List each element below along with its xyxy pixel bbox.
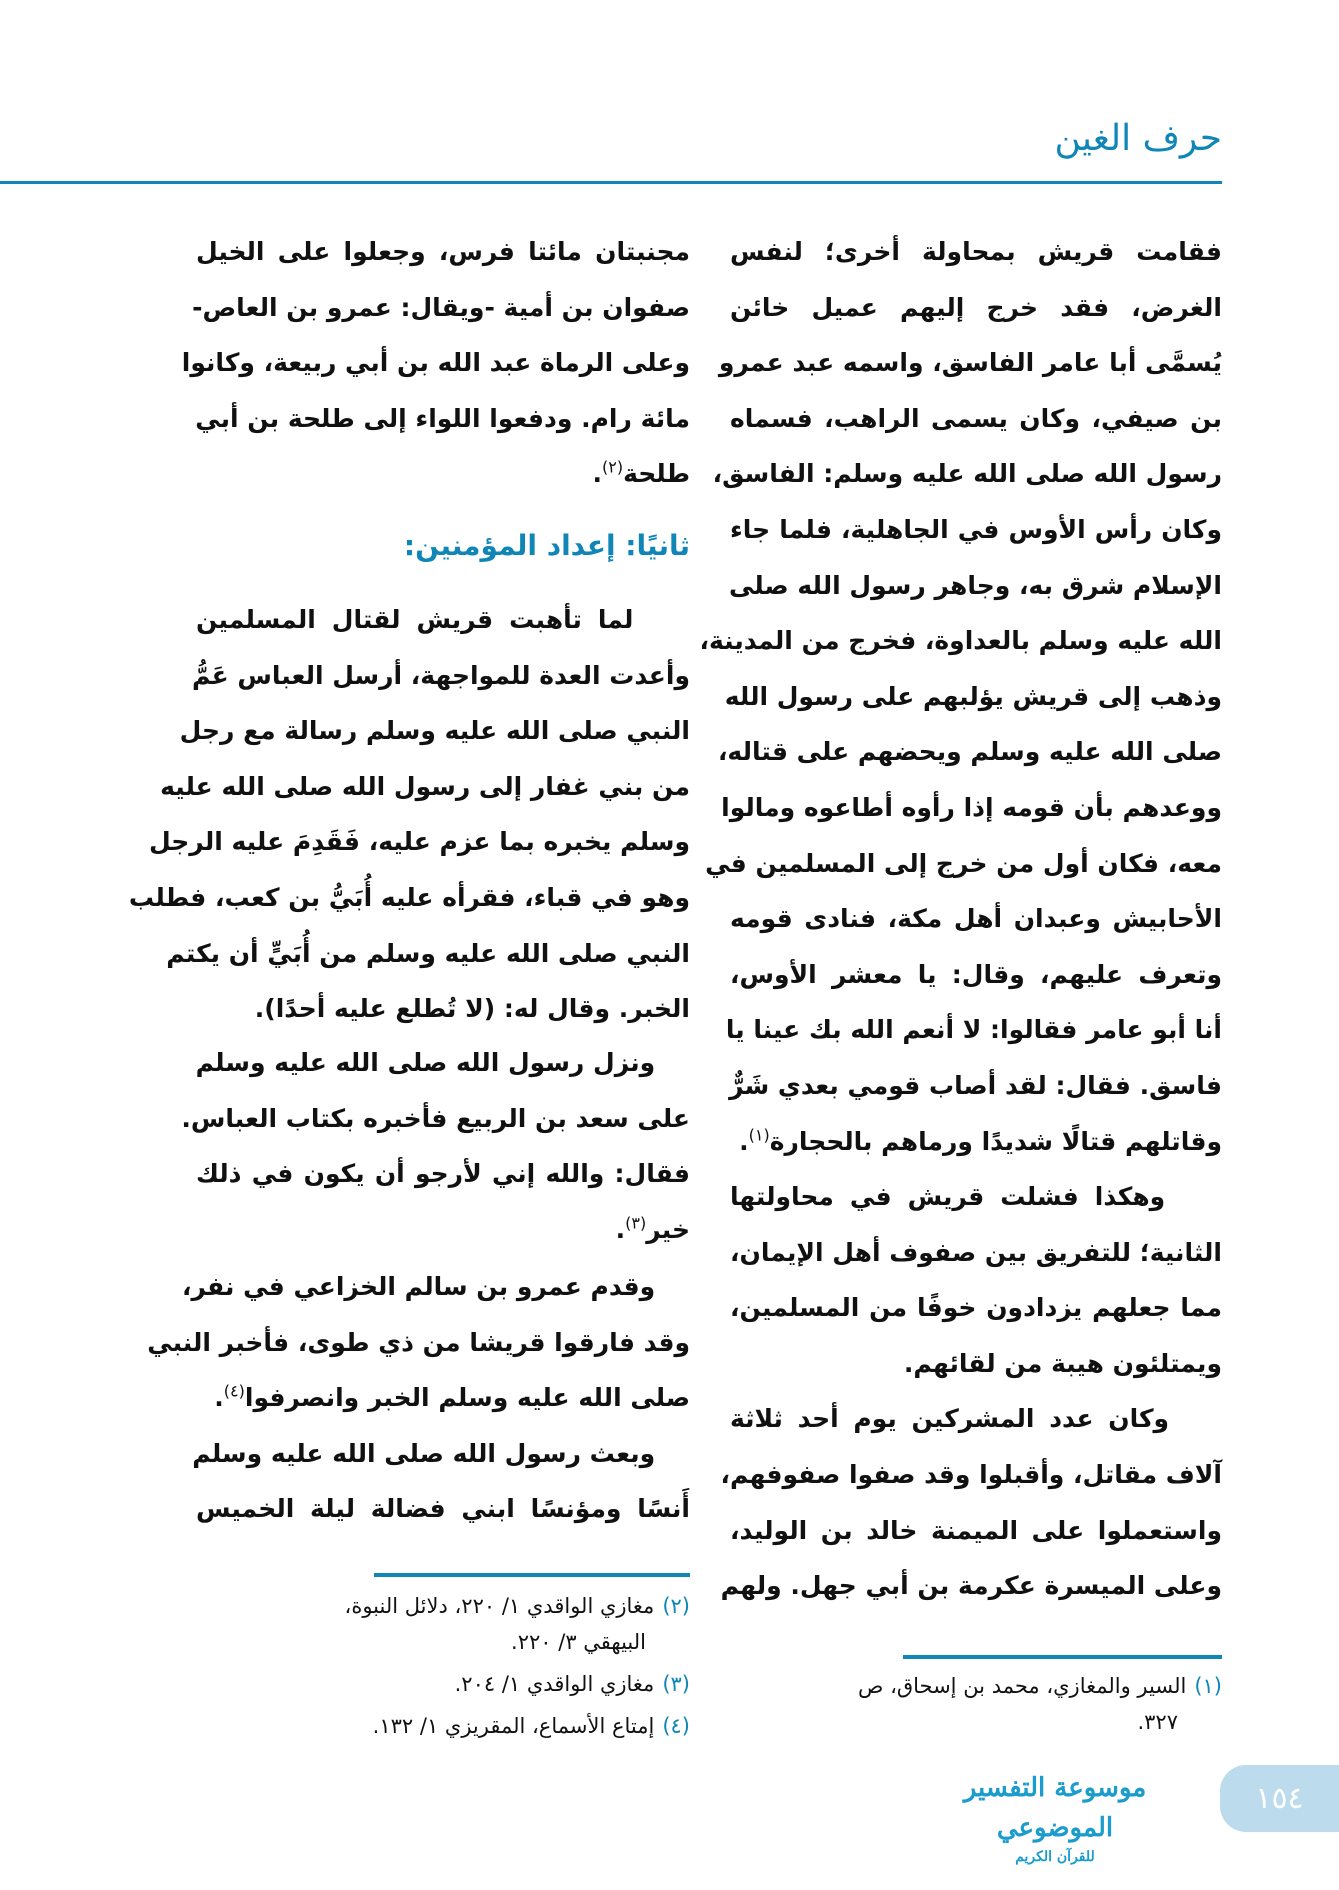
text-line bbox=[712, 446, 1222, 502]
footnote-number: (٣) bbox=[662, 1672, 690, 1696]
text-line bbox=[720, 1447, 1222, 1503]
footnote-reference: (١) bbox=[748, 1125, 770, 1145]
header-rule bbox=[0, 181, 1222, 184]
footnote-text: مغازي الواقدي ١/ ٢٢٠، دلائل النبوة، bbox=[344, 1594, 655, 1618]
text-line bbox=[148, 814, 690, 870]
text-line bbox=[160, 759, 690, 815]
line-text: أَنسًا ومؤنسًا ابني فضالة ليلة الخميس bbox=[196, 1494, 690, 1524]
text-line bbox=[181, 1091, 690, 1147]
line-text: النبي صلى الله عليه وسلم من أُبَيٍّ أن يكتم bbox=[166, 938, 690, 968]
text-line bbox=[196, 1481, 690, 1537]
text-line bbox=[192, 280, 690, 336]
text-line bbox=[730, 558, 1222, 614]
text-line bbox=[196, 224, 690, 280]
line-text: أنا أبو عامر فقالوا: لا أنعم الله بك عينا يا bbox=[725, 1015, 1222, 1045]
text-line bbox=[191, 648, 690, 704]
line-text: الخبر. وقال له: (لا تُطلع عليه أحدًا). bbox=[254, 994, 690, 1024]
footnote-text: إمتاع الأسماع، المقريزي ١/ ١٣٢. bbox=[372, 1714, 655, 1738]
line-text: وكان عدد المشركين يوم أحد ثلاثة bbox=[730, 1404, 1222, 1434]
footnote-rule bbox=[374, 1573, 690, 1577]
text-line bbox=[147, 1315, 690, 1371]
line-text: بن صيفي، وكان يسمى الراهب، فسماه bbox=[730, 403, 1222, 433]
line-text: وهكذا فشلت قريش في محاولتها bbox=[730, 1182, 1222, 1212]
text-line bbox=[196, 446, 690, 502]
footnote-text: السير والمغازي، محمد بن إسحاق، ص bbox=[858, 1674, 1187, 1698]
left-text-3 bbox=[181, 1035, 690, 1257]
line-text: وقد فارقوا قريشا من ذي طوى، فأخبر النبي bbox=[147, 1327, 690, 1357]
page-number: ١٥٤ bbox=[1255, 1781, 1304, 1816]
footnote-3 bbox=[196, 1666, 690, 1702]
footnote-number: (١) bbox=[1194, 1674, 1222, 1698]
footnote-text-cont: البيهقي ٣/ ٢٢٠. bbox=[511, 1630, 646, 1654]
footnote-1 bbox=[730, 1668, 1222, 1740]
text-line bbox=[730, 1391, 1222, 1447]
line-text: النبي صلى الله عليه وسلم رسالة مع رجل bbox=[179, 716, 690, 746]
line-text: على سعد بن الربيع فأخبره بكتاب العباس. bbox=[181, 1103, 690, 1133]
text-line bbox=[724, 669, 1222, 725]
footnote-reference: (٢) bbox=[601, 458, 624, 478]
line-text: وهو في قباء، فقرأه عليه أُبَيُّ بن كعب، فطلب bbox=[128, 882, 690, 912]
logo-subtitle: للقرآن الكريم bbox=[1015, 1849, 1095, 1865]
text-line bbox=[196, 1146, 690, 1202]
line-text: رسول الله صلى الله عليه وسلم: الفاسق، bbox=[712, 459, 1222, 489]
encyclopedia-logo bbox=[930, 1768, 1180, 1865]
text-line bbox=[718, 335, 1222, 391]
logo-title: موسوعة التفسير الموضوعي bbox=[963, 1773, 1147, 1843]
footnote-number: (٢) bbox=[662, 1594, 690, 1618]
line-text: مما جعلهم يزدادون خوفًا من المسلمين، bbox=[730, 1293, 1222, 1323]
text-line bbox=[128, 870, 690, 926]
text-line bbox=[730, 1503, 1222, 1559]
line-text: فقامت قريش بمحاولة أخرى؛ لنفس bbox=[730, 237, 1222, 266]
text-line bbox=[730, 1058, 1222, 1114]
text-line bbox=[196, 1035, 690, 1091]
line-tail: . bbox=[214, 1383, 224, 1413]
line-text: صلى الله عليه وسلم الخبر وانصرفوا bbox=[244, 1383, 690, 1413]
text-line bbox=[181, 1259, 690, 1315]
text-line bbox=[196, 981, 690, 1037]
line-text: وبعث رسول الله صلى الله عليه وسلم bbox=[192, 1438, 690, 1468]
footnote-text: مغازي الواقدي ١/ ٢٠٤. bbox=[454, 1672, 655, 1696]
right-text bbox=[699, 224, 1222, 1614]
left-text-1 bbox=[181, 224, 690, 502]
line-text: فقال: والله إني لأرجو أن يكون في ذلك bbox=[196, 1159, 690, 1189]
left-text-4 bbox=[147, 1259, 690, 1537]
text-line bbox=[196, 1370, 690, 1426]
section-heading: ثانيًا: إعداد المؤمنين: bbox=[403, 529, 690, 562]
line-tail: . bbox=[739, 1126, 749, 1156]
line-text: من بني غفار إلى رسول الله صلى الله عليه bbox=[160, 771, 690, 801]
text-line bbox=[730, 1225, 1222, 1281]
chapter-title: حرف الغين bbox=[1054, 118, 1222, 159]
line-text: وسلم يخبره بما عزم عليه، فَقَدِمَ عليه الرجل bbox=[148, 827, 690, 857]
line-text: الغرض، فقد خرج إليهم عميل خائن bbox=[730, 292, 1222, 322]
text-line bbox=[721, 780, 1222, 836]
text-line bbox=[725, 1002, 1222, 1058]
text-line bbox=[179, 703, 690, 759]
left-text-2 bbox=[128, 592, 690, 1037]
line-text: وعلى الميسرة عكرمة بن أبي جهل. ولهم bbox=[720, 1571, 1222, 1601]
footnote-reference: (٤) bbox=[223, 1381, 245, 1401]
text-line bbox=[730, 391, 1222, 447]
line-text: ونزل رسول الله صلى الله عليه وسلم bbox=[195, 1048, 690, 1077]
line-text: وكان رأس الأوس في الجاهلية، فلما جاء bbox=[730, 514, 1222, 544]
text-line bbox=[730, 1169, 1222, 1225]
footnote-2 bbox=[196, 1588, 690, 1660]
text-line bbox=[717, 724, 1222, 780]
text-line bbox=[196, 391, 690, 447]
footnote-4 bbox=[196, 1708, 690, 1744]
line-text: مائة رام. ودفعوا اللواء إلى طلحة بن أبي bbox=[195, 403, 690, 433]
line-text: فاسق. فقال: لقد أصاب قومي بعدي شَرٌّ bbox=[729, 1070, 1222, 1100]
line-text: ويمتلئون هيبة من لقائهم. bbox=[903, 1348, 1222, 1378]
text-line bbox=[181, 335, 690, 391]
line-text: وتعرف عليهم، وقال: يا معشر الأوس، bbox=[730, 959, 1222, 989]
line-text: الأحابيش وعبدان أهل مكة، فنادى قومه bbox=[730, 904, 1222, 934]
footnote-text-cont: ٣٢٧. bbox=[1137, 1710, 1178, 1734]
line-text: وقاتلهم قتالًا شديدًا ورماهم بالحجارة bbox=[769, 1126, 1222, 1156]
text-line bbox=[196, 592, 690, 648]
line-text: يُسمَّى أبا عامر الفاسق، واسمه عبد عمرو bbox=[718, 348, 1222, 378]
line-text: وذهب إلى قريش يؤلبهم على رسول الله bbox=[724, 681, 1222, 711]
text-line bbox=[730, 502, 1222, 558]
text-line bbox=[730, 891, 1222, 947]
line-text: واستعملوا على الميمنة خالد بن الوليد، bbox=[730, 1515, 1222, 1545]
text-line bbox=[730, 1336, 1222, 1392]
text-line bbox=[705, 836, 1222, 892]
line-text: طلحة bbox=[623, 459, 690, 489]
line-text: صلى الله عليه وسلم ويحضهم على قتاله، bbox=[717, 737, 1222, 767]
line-tail: . bbox=[615, 1214, 626, 1244]
line-text: وعلى الرماة عبد الله بن أبي ربيعة، وكانوا bbox=[181, 348, 690, 378]
line-text: الثانية؛ للتفريق بين صفوف أهل الإيمان، bbox=[730, 1237, 1222, 1267]
line-text: الإسلام شرق به، وجاهر رسول الله صلى bbox=[729, 570, 1222, 600]
line-tail: . bbox=[592, 459, 602, 489]
line-text: معه، فكان أول من خرج إلى المسلمين في bbox=[705, 848, 1222, 878]
line-text: آلاف مقاتل، وأقبلوا وقد صفوا صفوفهم، bbox=[720, 1460, 1222, 1490]
line-text: ووعدهم بأن قومه إذا رأوه أطاعوه ومالوا bbox=[721, 792, 1222, 822]
text-line bbox=[192, 1426, 690, 1482]
text-line bbox=[730, 224, 1222, 280]
text-line bbox=[730, 947, 1222, 1003]
page-number-badge bbox=[1220, 1765, 1339, 1832]
footnote-rule bbox=[903, 1655, 1222, 1659]
text-line bbox=[699, 613, 1222, 669]
line-text: خير bbox=[646, 1214, 690, 1244]
line-text: مجنبتان مائتا فرس، وجعلوا على الخيل bbox=[196, 237, 690, 266]
line-text: صفوان بن أمية -ويقال: عمرو بن العاص- bbox=[192, 292, 690, 322]
footnote-reference: (٣) bbox=[625, 1213, 647, 1233]
text-line bbox=[720, 1558, 1222, 1614]
text-line bbox=[730, 1114, 1222, 1170]
line-text: وقدم عمرو بن سالم الخزاعي في نفر، bbox=[181, 1272, 690, 1301]
text-line bbox=[166, 926, 690, 982]
line-text: لما تأهبت قريش لقتال المسلمين bbox=[196, 605, 690, 634]
line-text: وأعدت العدة للمواجهة، أرسل العباس عَمُّ bbox=[191, 660, 690, 690]
text-line bbox=[730, 280, 1222, 336]
line-text: الله عليه وسلم بالعداوة، فخرج من المدينة، bbox=[699, 626, 1222, 656]
footnote-number: (٤) bbox=[662, 1714, 690, 1738]
text-line bbox=[196, 1202, 690, 1258]
text-line bbox=[730, 1280, 1222, 1336]
